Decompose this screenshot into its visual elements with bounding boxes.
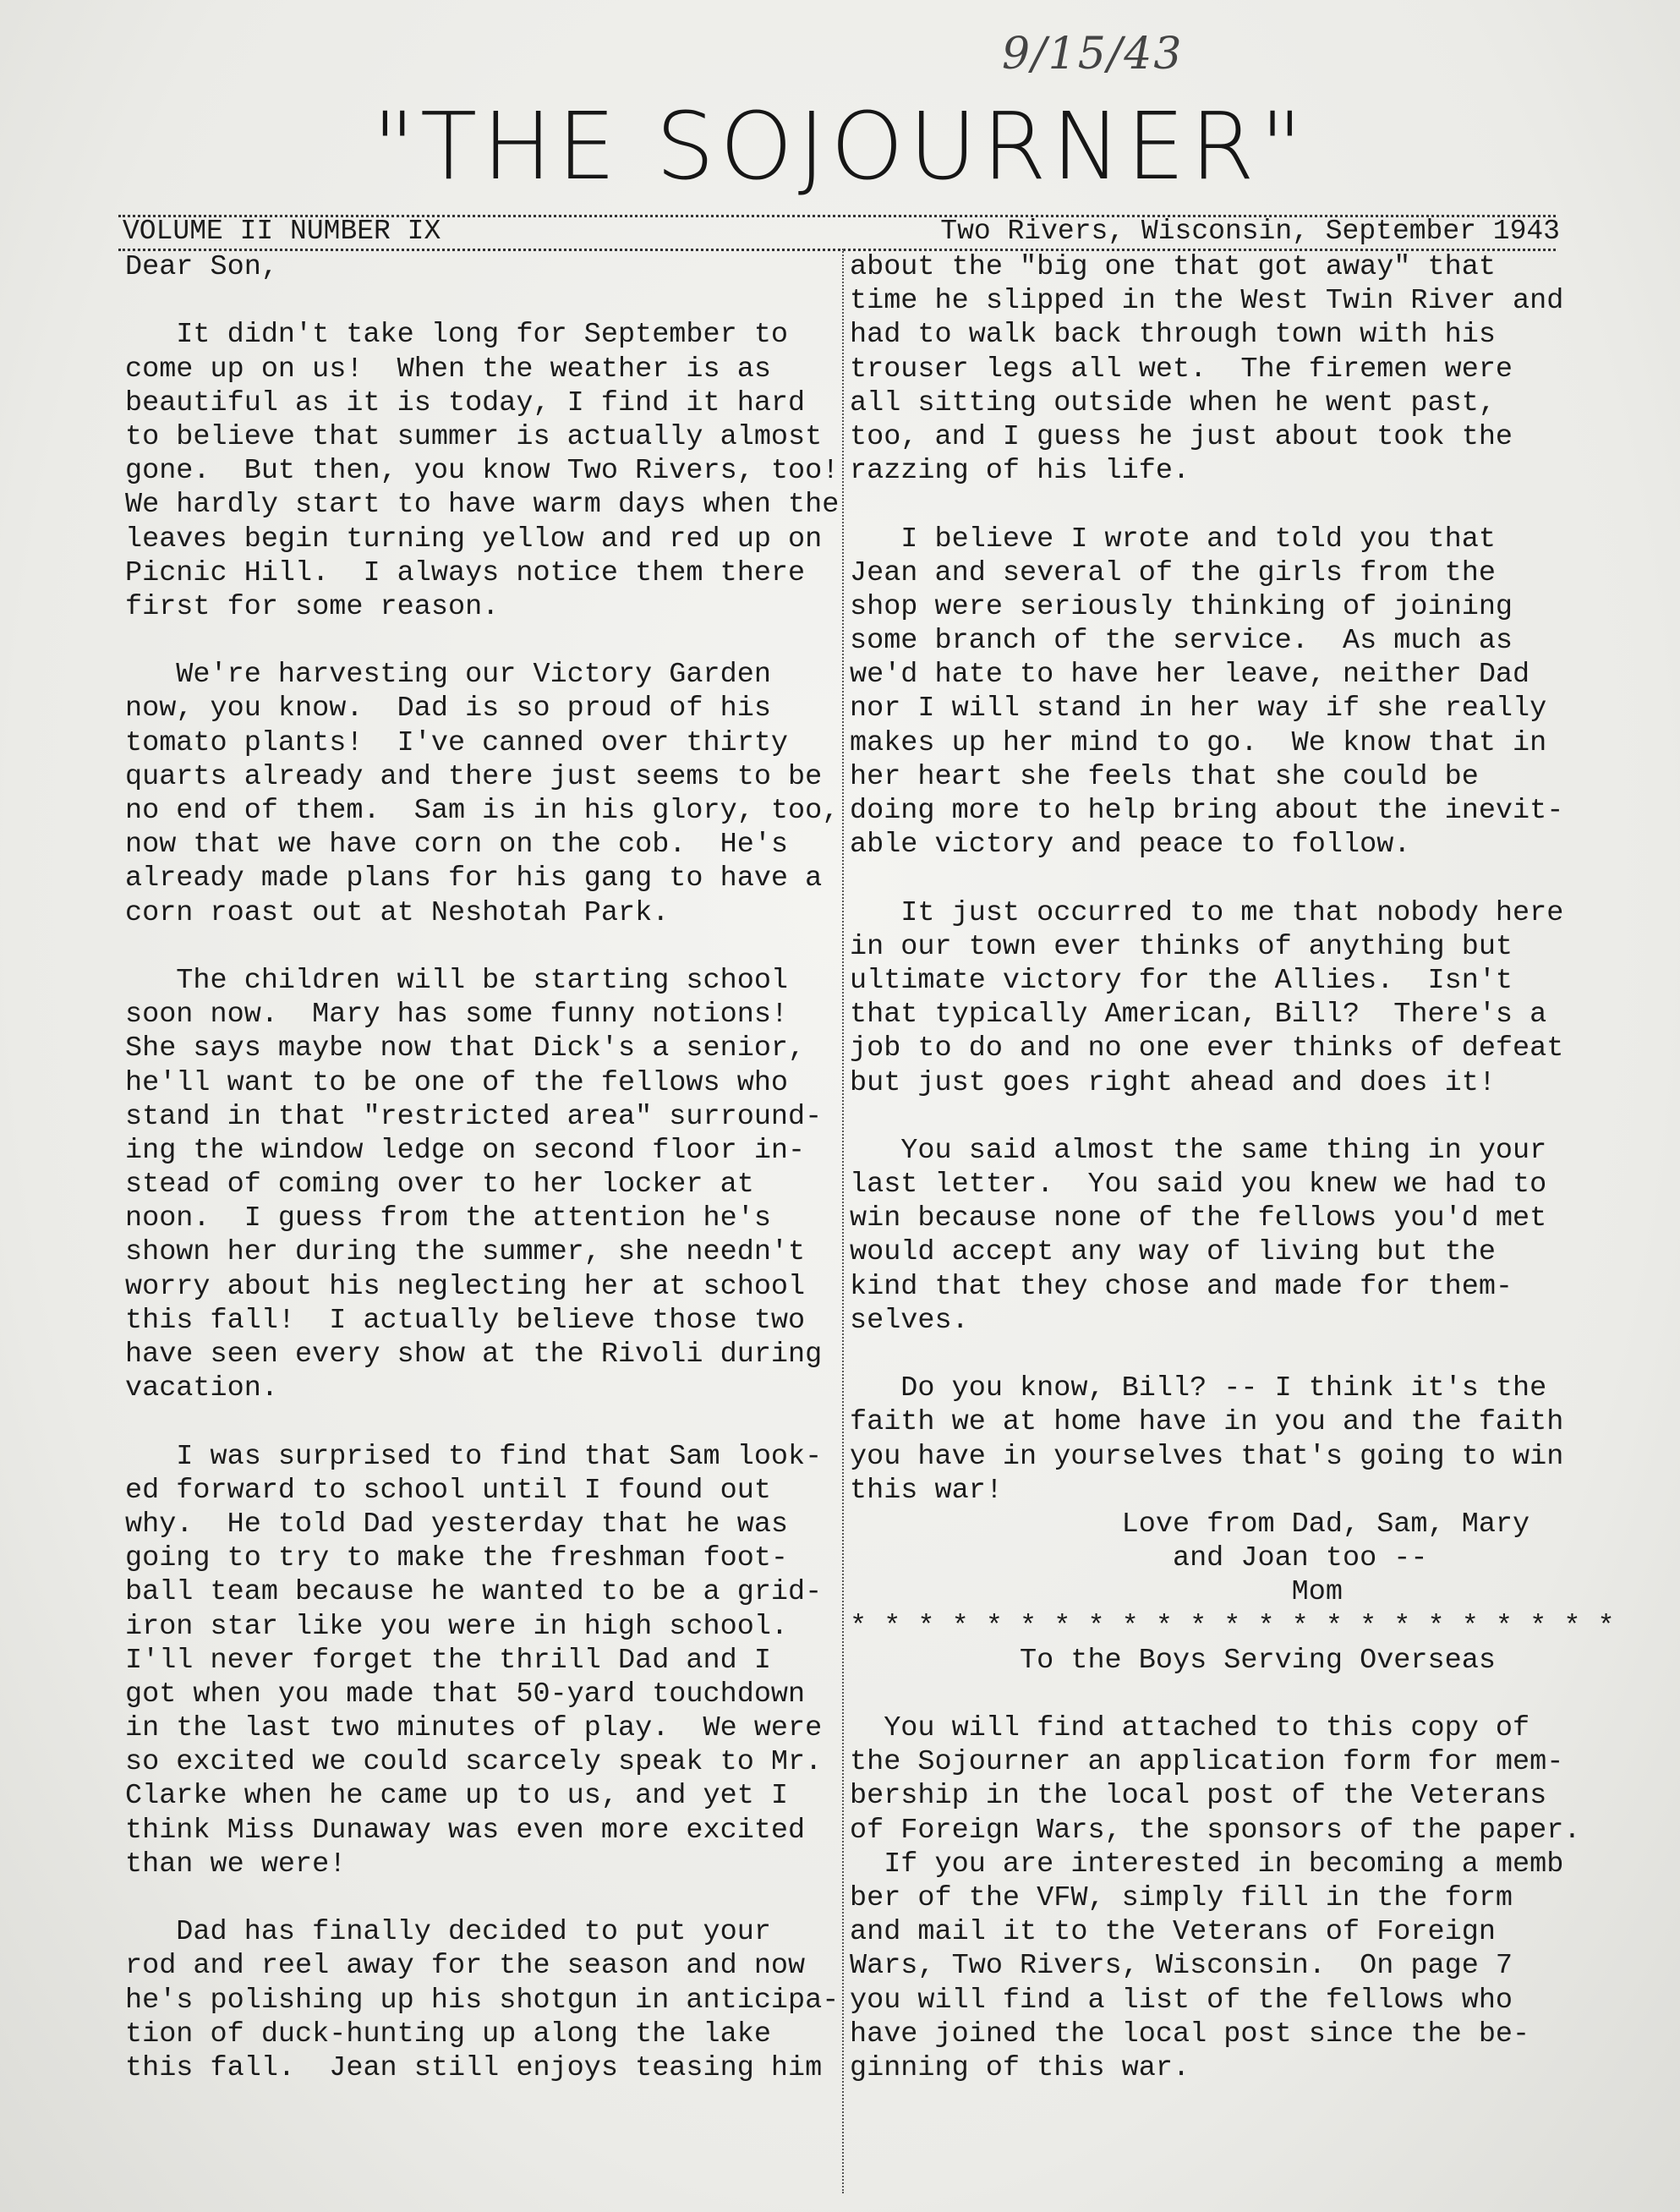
text-line: To the Boys Serving Overseas [850,1644,1496,1677]
text-line: faith we at home have in you and the faith [850,1406,1564,1439]
text-line: tomato plants! I've canned over thirty [125,726,789,759]
text-line [125,1881,835,1915]
text-line: I was surprised to find that Sam look- [125,1440,823,1473]
text-line: doing more to help bring about the inevit- [850,795,1564,827]
text-line: think Miss Dunaway was even more excited [125,1814,806,1847]
text-line: bership in the local post of the Veterans [850,1780,1547,1813]
text-line [850,1678,1594,1711]
text-line: noon. I guess from the attention he's [125,1202,771,1235]
text-line: in our town ever thinks of anything but [850,930,1513,963]
text-line: Picnic Hill. I always notice them there [125,556,806,589]
text-line: now, you know. Dad is so proud of his [125,693,771,725]
text-line: to believe that summer is actually almost [125,420,823,453]
text-line: we'd hate to have her leave, neither Dad [850,659,1530,692]
column-divider [842,249,844,2193]
text-line: razzing of his life. [850,455,1190,488]
text-line: ed forward to school until I found out [125,1474,771,1507]
text-line: Clarke when he came up to us, and yet I [125,1780,789,1813]
text-line: ultimate victory for the Allies. Isn't [850,964,1513,997]
text-line: Jean and several of the girls from the [850,556,1496,589]
place-date: Two Rivers, Wisconsin, September 1943 [940,216,1560,247]
text-line: and mail it to the Veterans of Foreign [850,1916,1496,1949]
text-line: he's polishing up his shotgun in anticipa- [125,1984,840,2017]
right-column [850,250,1615,2085]
text-line: Love from Dad, Sam, Mary [850,1508,1530,1541]
text-line: iron star like you were in high school. [125,1610,789,1643]
text-line: time he slipped in the West Twin River and [850,285,1564,318]
text-line: come up on us! When the weather is as [125,353,771,386]
text-line: We're harvesting our Victory Garden [125,659,771,692]
text-line: Do you know, Bill? -- I think it's the [850,1372,1547,1405]
text-line: I believe I wrote and told you that [850,523,1496,556]
text-line: Mom [850,1576,1343,1609]
text-line: already made plans for his gang to have a [125,862,823,895]
text-line: last letter. You said you knew we had to [850,1169,1547,1202]
text-line: She says maybe now that Dick's a senior, [125,1032,806,1065]
text-line: Dear Son, [125,251,278,283]
text-line: shown her during the summer, she needn't [125,1236,806,1269]
text-line: would accept any way of living but the [850,1236,1496,1269]
text-line [125,1405,835,1439]
text-line [850,488,1594,522]
text-line: You said almost the same thing in your [850,1134,1547,1167]
text-line: stand in that "restricted area" surround- [125,1100,823,1133]
text-line: this fall. Jean still enjoys teasing him [125,2051,823,2084]
text-line: It didn't take long for September to [125,319,789,352]
text-line: selves. [850,1304,969,1337]
text-line: It just occurred to me that nobody here [850,896,1564,929]
text-line: worry about his neglecting her at school [125,1270,806,1303]
text-line: why. He told Dad yesterday that he was [125,1508,789,1541]
text-line: rod and reel away for the season and now [125,1950,806,1983]
text-line: first for some reason. [125,590,500,623]
text-line: you have in yourselves that's going to win [850,1440,1564,1473]
text-line: all sitting outside when he went past, [850,386,1496,419]
text-line: nor I will stand in her way if she really [850,693,1547,725]
text-line: soon now. Mary has some funny notions! [125,999,789,1032]
text-line: too, and I guess he just about took the [850,420,1513,453]
text-line: Wars, Two Rivers, Wisconsin. On page 7 [850,1950,1513,1983]
masthead-title: "THE SOJOURNER" [372,92,1308,200]
text-line: tion of duck-hunting up along the lake [125,2018,771,2050]
text-line: ing the window ledge on second floor in- [125,1134,806,1167]
text-line: that typically American, Bill? There's a [850,999,1547,1032]
text-line: win because none of the fellows you'd met [850,1202,1547,1235]
text-line: have seen every show at the Rivoli during [125,1339,823,1371]
text-line: shop were seriously thinking of joining [850,590,1513,623]
text-line: you will find a list of the fellows who [850,1984,1513,2017]
text-line: than we were! [125,1848,347,1881]
text-line: some branch of the service. As much as [850,625,1513,658]
volume-number: VOLUME II NUMBER IX [123,216,441,247]
left-column [125,250,840,2085]
text-line: You will find attached to this copy of [850,1712,1530,1745]
text-line: kind that they chose and made for them- [850,1270,1513,1303]
text-line: about the "big one that got away" that [850,251,1496,283]
text-line: quarts already and there just seems to be [125,760,823,793]
text-line: ber of the VFW, simply fill in the form [850,1882,1513,1914]
text-line: in the last two minutes of play. We were [125,1712,823,1745]
text-line [850,862,1594,895]
text-line: The children will be starting school [125,964,789,997]
text-line: going to try to make the freshman foot- [125,1542,789,1575]
text-line: If you are interested in becoming a memb [850,1848,1564,1881]
text-line: no end of them. Sam is in his glory, too, [125,795,840,827]
text-line: he'll want to be one of the fellows who [125,1066,789,1099]
text-line: makes up her mind to go. We know that in [850,726,1547,759]
text-line: so excited we could scarcely speak to Mr. [125,1746,823,1779]
text-line: gone. But then, you know Two Rivers, too! [125,455,840,488]
text-line: ball team because he wanted to be a grid- [125,1576,823,1609]
text-line: stead of coming over to her locker at [125,1169,754,1202]
text-line: have joined the local post since the be- [850,2018,1530,2050]
text-line: this war! [850,1474,1003,1507]
text-line [850,1100,1594,1134]
text-line: able victory and peace to follow. [850,829,1411,862]
text-line [125,284,835,318]
text-line: and Joan too -- [850,1542,1428,1575]
text-line: her heart she feels that she could be [850,760,1479,793]
text-line: now that we have corn on the cob. He's [125,829,789,862]
text-line: I'll never forget the thrill Dad and I [125,1644,771,1677]
text-line: had to walk back through town with his [850,319,1496,352]
text-line: ginning of this war. [850,2051,1190,2084]
text-line: beautiful as it is today, I find it hard [125,386,806,419]
text-line: of Foreign Wars, the sponsors of the paper. [850,1814,1581,1847]
text-line: leaves begin turning yellow and red up on [125,523,823,556]
text-line: job to do and no one ever thinks of defeat [850,1032,1564,1065]
handwritten-date: 9/15/43 [1002,29,1184,79]
text-line: trouser legs all wet. The firemen were [850,353,1513,386]
text-line: Dad has finally decided to put your [125,1916,771,1949]
text-line: vacation. [125,1372,278,1405]
dateline [123,216,1560,248]
text-line [125,930,835,964]
text-line: this fall! I actually believe those two [125,1304,806,1337]
text-line [125,624,835,658]
text-line [850,1338,1594,1372]
text-line: corn roast out at Neshotah Park. [125,896,670,929]
text-line: but just goes right ahead and does it! [850,1066,1496,1099]
text-line: got when you made that 50-yard touchdown [125,1678,806,1711]
text-line: * * * * * * * * * * * * * * * * * * * * * * * [850,1610,1615,1643]
text-line: the Sojourner an application form for mem- [850,1746,1564,1779]
text-line: We hardly start to have warm days when the [125,489,840,522]
